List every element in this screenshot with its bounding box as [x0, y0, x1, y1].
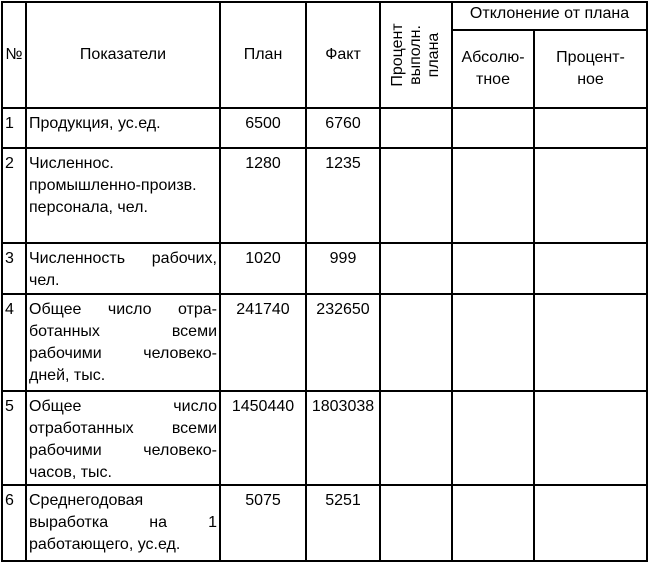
row-absolute [452, 108, 534, 148]
row-name: Численность рабочих, чел. [26, 243, 220, 294]
row-percent-done [380, 485, 452, 561]
table-row [2, 485, 647, 561]
indicators-table [1, 1, 648, 562]
row-percent [534, 485, 647, 561]
header-percent-done [380, 2, 452, 108]
table-row [2, 391, 647, 485]
row-absolute [452, 391, 534, 485]
row-percent [534, 294, 647, 391]
row-absolute [452, 485, 534, 561]
row-num: 3 [2, 243, 26, 294]
row-name: Общее число отра-ботанных всеми рабочими человеко-дней, тыс. [26, 294, 220, 391]
row-plan: 5075 [220, 485, 306, 561]
row-num: 6 [2, 485, 26, 561]
row-fact: 1803038 [306, 391, 380, 485]
header-num: № [2, 2, 26, 108]
row-fact: 1235 [306, 148, 380, 243]
header-plan: План [220, 2, 306, 108]
row-plan: 1450440 [220, 391, 306, 485]
row-percent-done [380, 294, 452, 391]
header-absolute: Абсолю- тное [452, 30, 534, 108]
row-num: 1 [2, 108, 26, 148]
row-percent-done [380, 148, 452, 243]
table-row [2, 148, 647, 243]
header-percent: Процент- ное [534, 30, 647, 108]
row-percent-done [380, 108, 452, 148]
row-num: 2 [2, 148, 26, 243]
row-num: 4 [2, 294, 26, 391]
row-percent [534, 148, 647, 243]
table-row [2, 108, 647, 148]
row-name: Продукция, ус.ед. [26, 108, 220, 148]
header-indicator: Показатели [26, 2, 220, 108]
row-plan: 6500 [220, 108, 306, 148]
row-num: 5 [2, 391, 26, 485]
row-name: Общее число отработанных всеми рабочими человеко-часов, тыс. [26, 391, 220, 485]
row-plan: 1280 [220, 148, 306, 243]
row-fact: 999 [306, 243, 380, 294]
row-percent [534, 108, 647, 148]
row-fact: 5251 [306, 485, 380, 561]
row-absolute [452, 148, 534, 243]
header-deviation: Отклонение от плана [452, 2, 647, 30]
row-percent-done [380, 243, 452, 294]
row-plan: 241740 [220, 294, 306, 391]
row-fact: 232650 [306, 294, 380, 391]
row-name: Численнос. промышленно-произв. персонала, чел. [26, 148, 220, 243]
row-percent [534, 243, 647, 294]
header-fact: Факт [306, 2, 380, 108]
row-plan: 1020 [220, 243, 306, 294]
table-row [2, 243, 647, 294]
row-absolute [452, 294, 534, 391]
row-name: Среднегодовая выработка на 1 работающего, ус.ед. [26, 485, 220, 561]
row-fact: 6760 [306, 108, 380, 148]
table-row [2, 294, 647, 391]
row-percent-done [380, 391, 452, 485]
row-percent [534, 391, 647, 485]
row-absolute [452, 243, 534, 294]
header-percent-done-label: Процент выполн. плана [389, 23, 442, 87]
